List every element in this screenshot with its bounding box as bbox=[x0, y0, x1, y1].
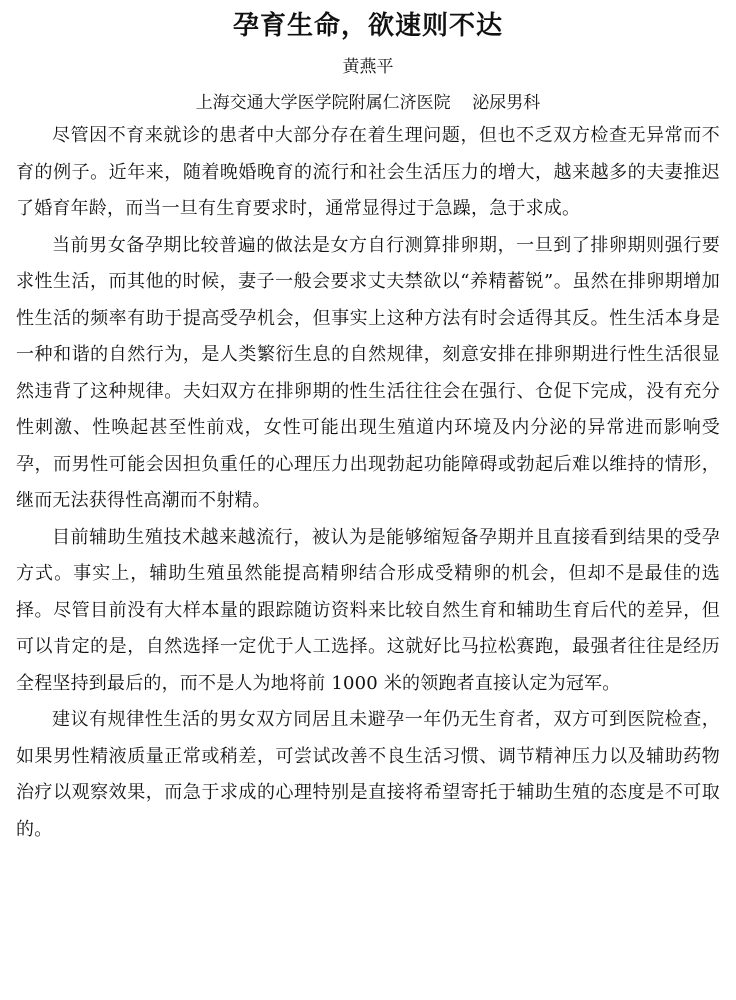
body-paragraph: 目前辅助生殖技术越来越流行，被认为是能够缩短备孕期并且直接看到结果的受孕方式。事实上，辅助生殖虽然能提高精卵结合形成受精卵的机会，但却不是最佳的选择。尽管目前没有大样本量的跟踪随访资料来比较自然生育和辅助生育后代的差异，但可以肯定的是，自然选择一定优于人工选择。这就好比马拉松赛跑，最强者往往是经历全程坚持到最后的，而不是人为地将前 1000 米的领跑者直接认定为冠军。 bbox=[16, 526, 720, 694]
article-title: 孕育生命，欲速则不达 bbox=[232, 11, 503, 41]
body-paragraph: 尽管因不育来就诊的患者中大部分存在着生理问题，但也不乏双方检查无异常而不育的例子。近年来，随着晚婚晚育的流行和社会生活压力的增大，越来越多的夫妻推迟了婚育年龄，而当一旦有生育要求时，通常显得过于急躁，急于求成。 bbox=[16, 125, 720, 219]
author-affiliation: 上海交通大学医学院附属仁济医院 泌尿男科 bbox=[195, 93, 541, 113]
article-body bbox=[16, 118, 720, 848]
body-paragraph: 当前男女备孕期比较普遍的做法是女方自行测算排卵期，一旦到了排卵期则强行要求性生活，而其他的时候，妻子一般会要求丈夫禁欲以“养精蓄锐”。虽然在排卵期增加性生活的频率有助于提高受孕机会，但事实上这种方法有时会适得其反。性生活本身是一种和谐的自然行为，是人类繁衍生息的自然规律，刻意安排在排卵期进行性生活很显然违背了这种规律。夫妇双方在排卵期的性生活往往会在强行、仓促下完成，没有充分性刺激、性唤起甚至性前戏，女性可能出现生殖道内环境及内分泌的异常进而影响受孕，而男性可能会因担负重任的心理压力出现勃起功能障碍或勃起后难以维持的情形，继而无法获得性高潮而不射精。 bbox=[16, 234, 720, 511]
body-paragraph: 建议有规律性生活的男女双方同居且未避孕一年仍无生育者，双方可到医院检查，如果男性精液质量正常或稍差，可尝试改善不良生活习惯、调节精神压力以及辅助药物治疗以观察效果，而急于求成的心理特别是直接将希望寄托于辅助生殖的态度是不可取的。 bbox=[16, 709, 720, 840]
article-author: 黄燕平 bbox=[342, 57, 394, 77]
